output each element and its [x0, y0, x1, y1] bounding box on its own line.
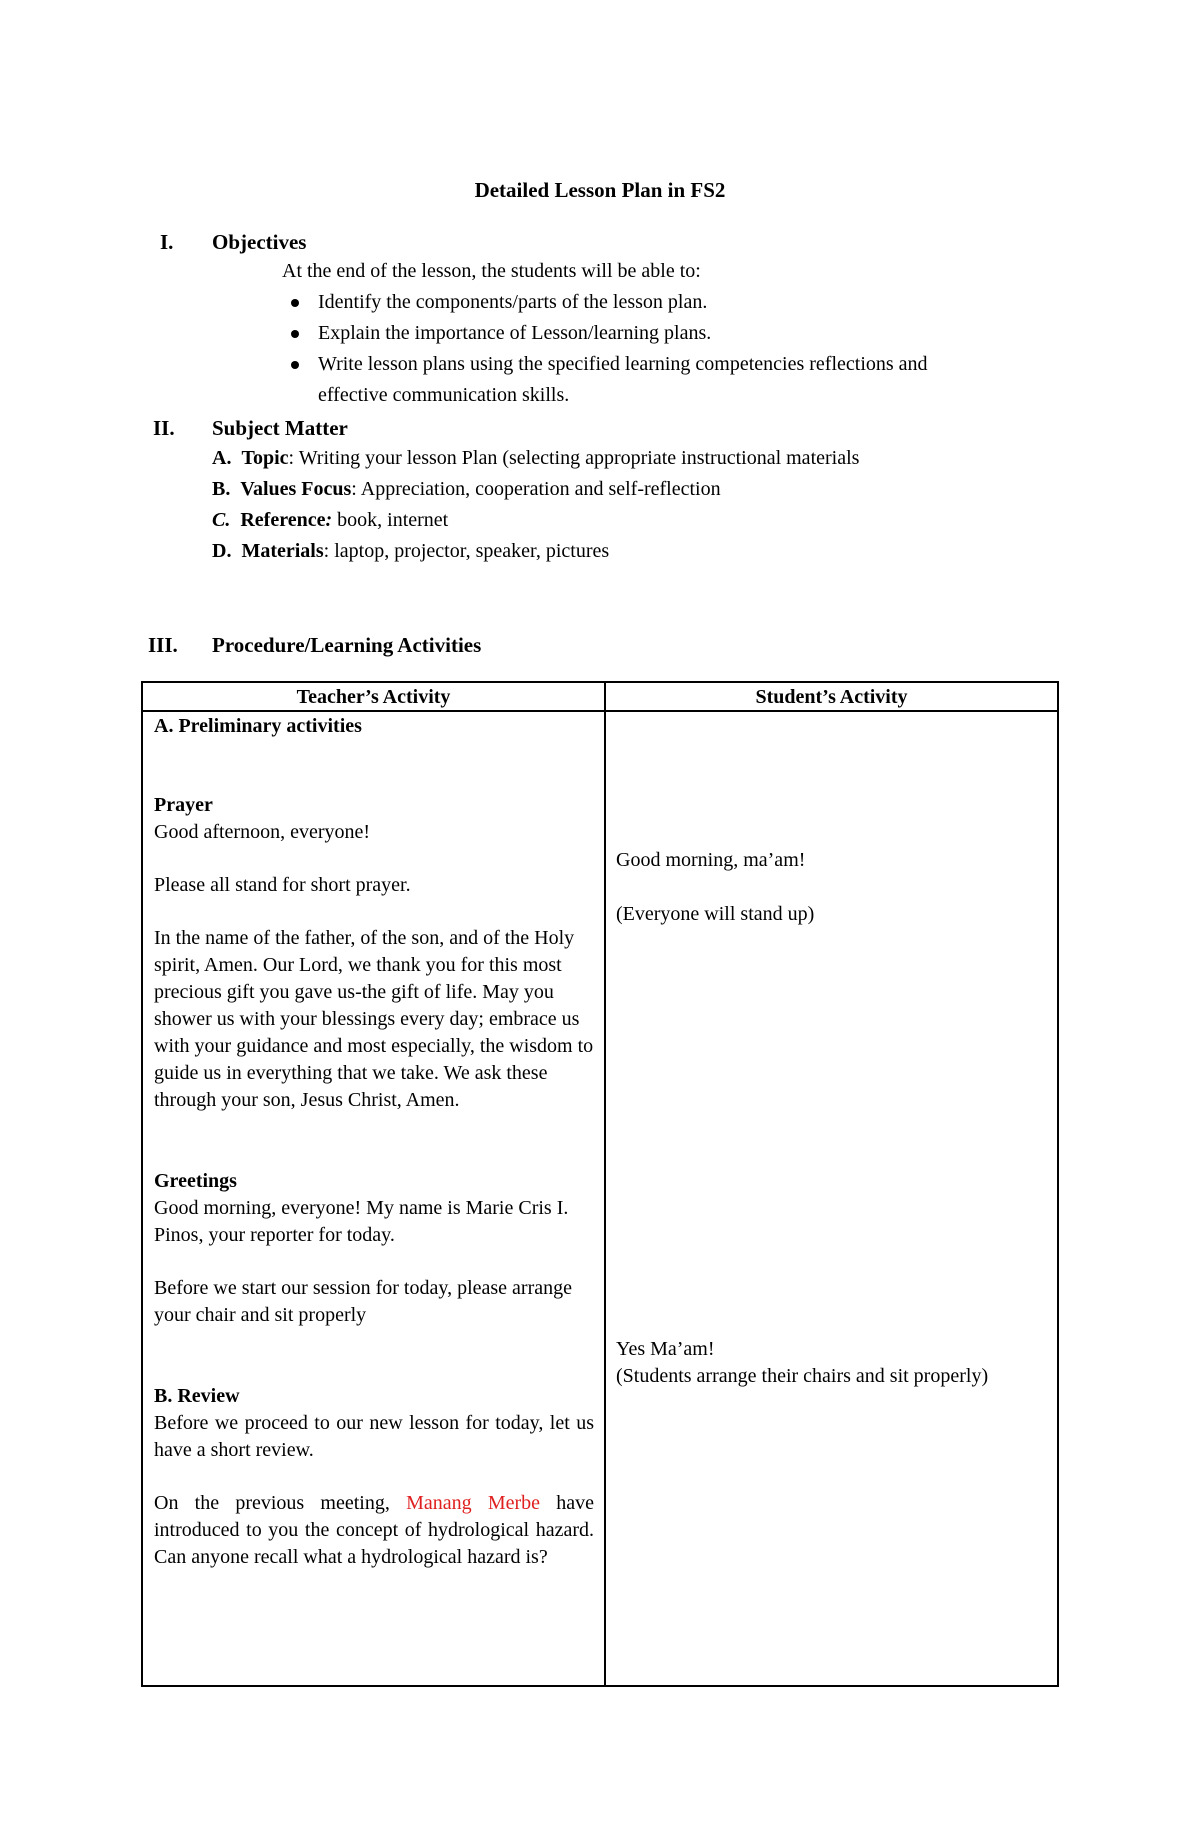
activities-table — [141, 681, 1059, 1687]
objective-item: Explain the importance of Lesson/learning plans. — [318, 322, 712, 344]
preliminary-heading: A. Preliminary activities — [154, 715, 362, 737]
subject-item-values: B. Values Focus: Appreciation, cooperation and self-reflection — [212, 478, 721, 500]
prayer-heading: Prayer — [154, 794, 213, 816]
student-reply-arrange: (Students arrange their chairs and sit properly) — [616, 1365, 989, 1387]
student-reply-yes: Yes Ma’am! — [616, 1338, 715, 1360]
bullet-icon — [291, 299, 299, 307]
subject-item-materials: D. Materials: laptop, projector, speaker, pictures — [212, 540, 610, 562]
subject-item-topic: A. Topic: Writing your lesson Plan (selecting appropriate instructional materials — [212, 447, 860, 469]
teacher-activity-header: Teacher’s Activity — [296, 686, 451, 708]
student-reply-greeting: Good morning, ma’am! — [616, 849, 806, 871]
reporter-name: Manang Merbe — [406, 1492, 541, 1514]
column-divider — [604, 683, 606, 1685]
review-heading: B. Review — [154, 1385, 240, 1407]
bullet-icon — [291, 361, 299, 369]
subject-matter-number: II. — [153, 416, 175, 440]
review-question: On the previous meeting, Manang Merbe have introduced to you the concept of hydrological hazard. Can anyone recall what a hydrological hazard is? — [154, 1492, 594, 1568]
student-activity-header: Student’s Activity — [755, 686, 908, 708]
objectives-intro: At the end of the lesson, the students will be able to: — [282, 260, 701, 282]
procedure-heading: Procedure/Learning Activities — [212, 633, 482, 657]
subject-matter-heading: Subject Matter — [212, 416, 348, 440]
prayer-greeting: Good afternoon, everyone! — [154, 821, 371, 843]
greetings-instruction: Before we start our session for today, please arrange your chair and sit properly — [154, 1277, 572, 1326]
student-reply-stand: (Everyone will stand up) — [616, 903, 815, 925]
bullet-icon — [291, 330, 299, 338]
prayer-text: In the name of the father, of the son, and of the Holy spirit, Amen. Our Lord, we thank you for this most precious gift you gave us-the gift of life. May you shower us with your blessings every day; embrace us with your guidance and most especially, the wisdom to guide us in everything that we take. We ask these through your son, Jesus Christ, Amen. — [154, 927, 594, 1111]
review-text: Before we proceed to our new lesson for today, let us have a short review. — [154, 1412, 594, 1461]
objective-item-continued: effective communication skills. — [318, 384, 570, 406]
teacher-activity-cell — [154, 713, 594, 1571]
objective-item: Write lesson plans using the specified learning competencies reflections and — [318, 353, 928, 375]
page-title: Detailed Lesson Plan in FS2 — [474, 178, 726, 202]
objectives-number: I. — [160, 230, 174, 254]
prayer-instruction: Please all stand for short prayer. — [154, 874, 411, 896]
objective-item: Identify the components/parts of the lesson plan. — [318, 291, 708, 313]
greetings-heading: Greetings — [154, 1170, 237, 1192]
procedure-number: III. — [148, 633, 178, 657]
table-header-row — [143, 683, 1057, 712]
subject-item-reference: C. Reference: book, internet — [212, 509, 449, 531]
objectives-heading: Objectives — [212, 230, 307, 254]
greetings-text: Good morning, everyone! My name is Marie Cris I. Pinos, your reporter for today. — [154, 1197, 569, 1246]
